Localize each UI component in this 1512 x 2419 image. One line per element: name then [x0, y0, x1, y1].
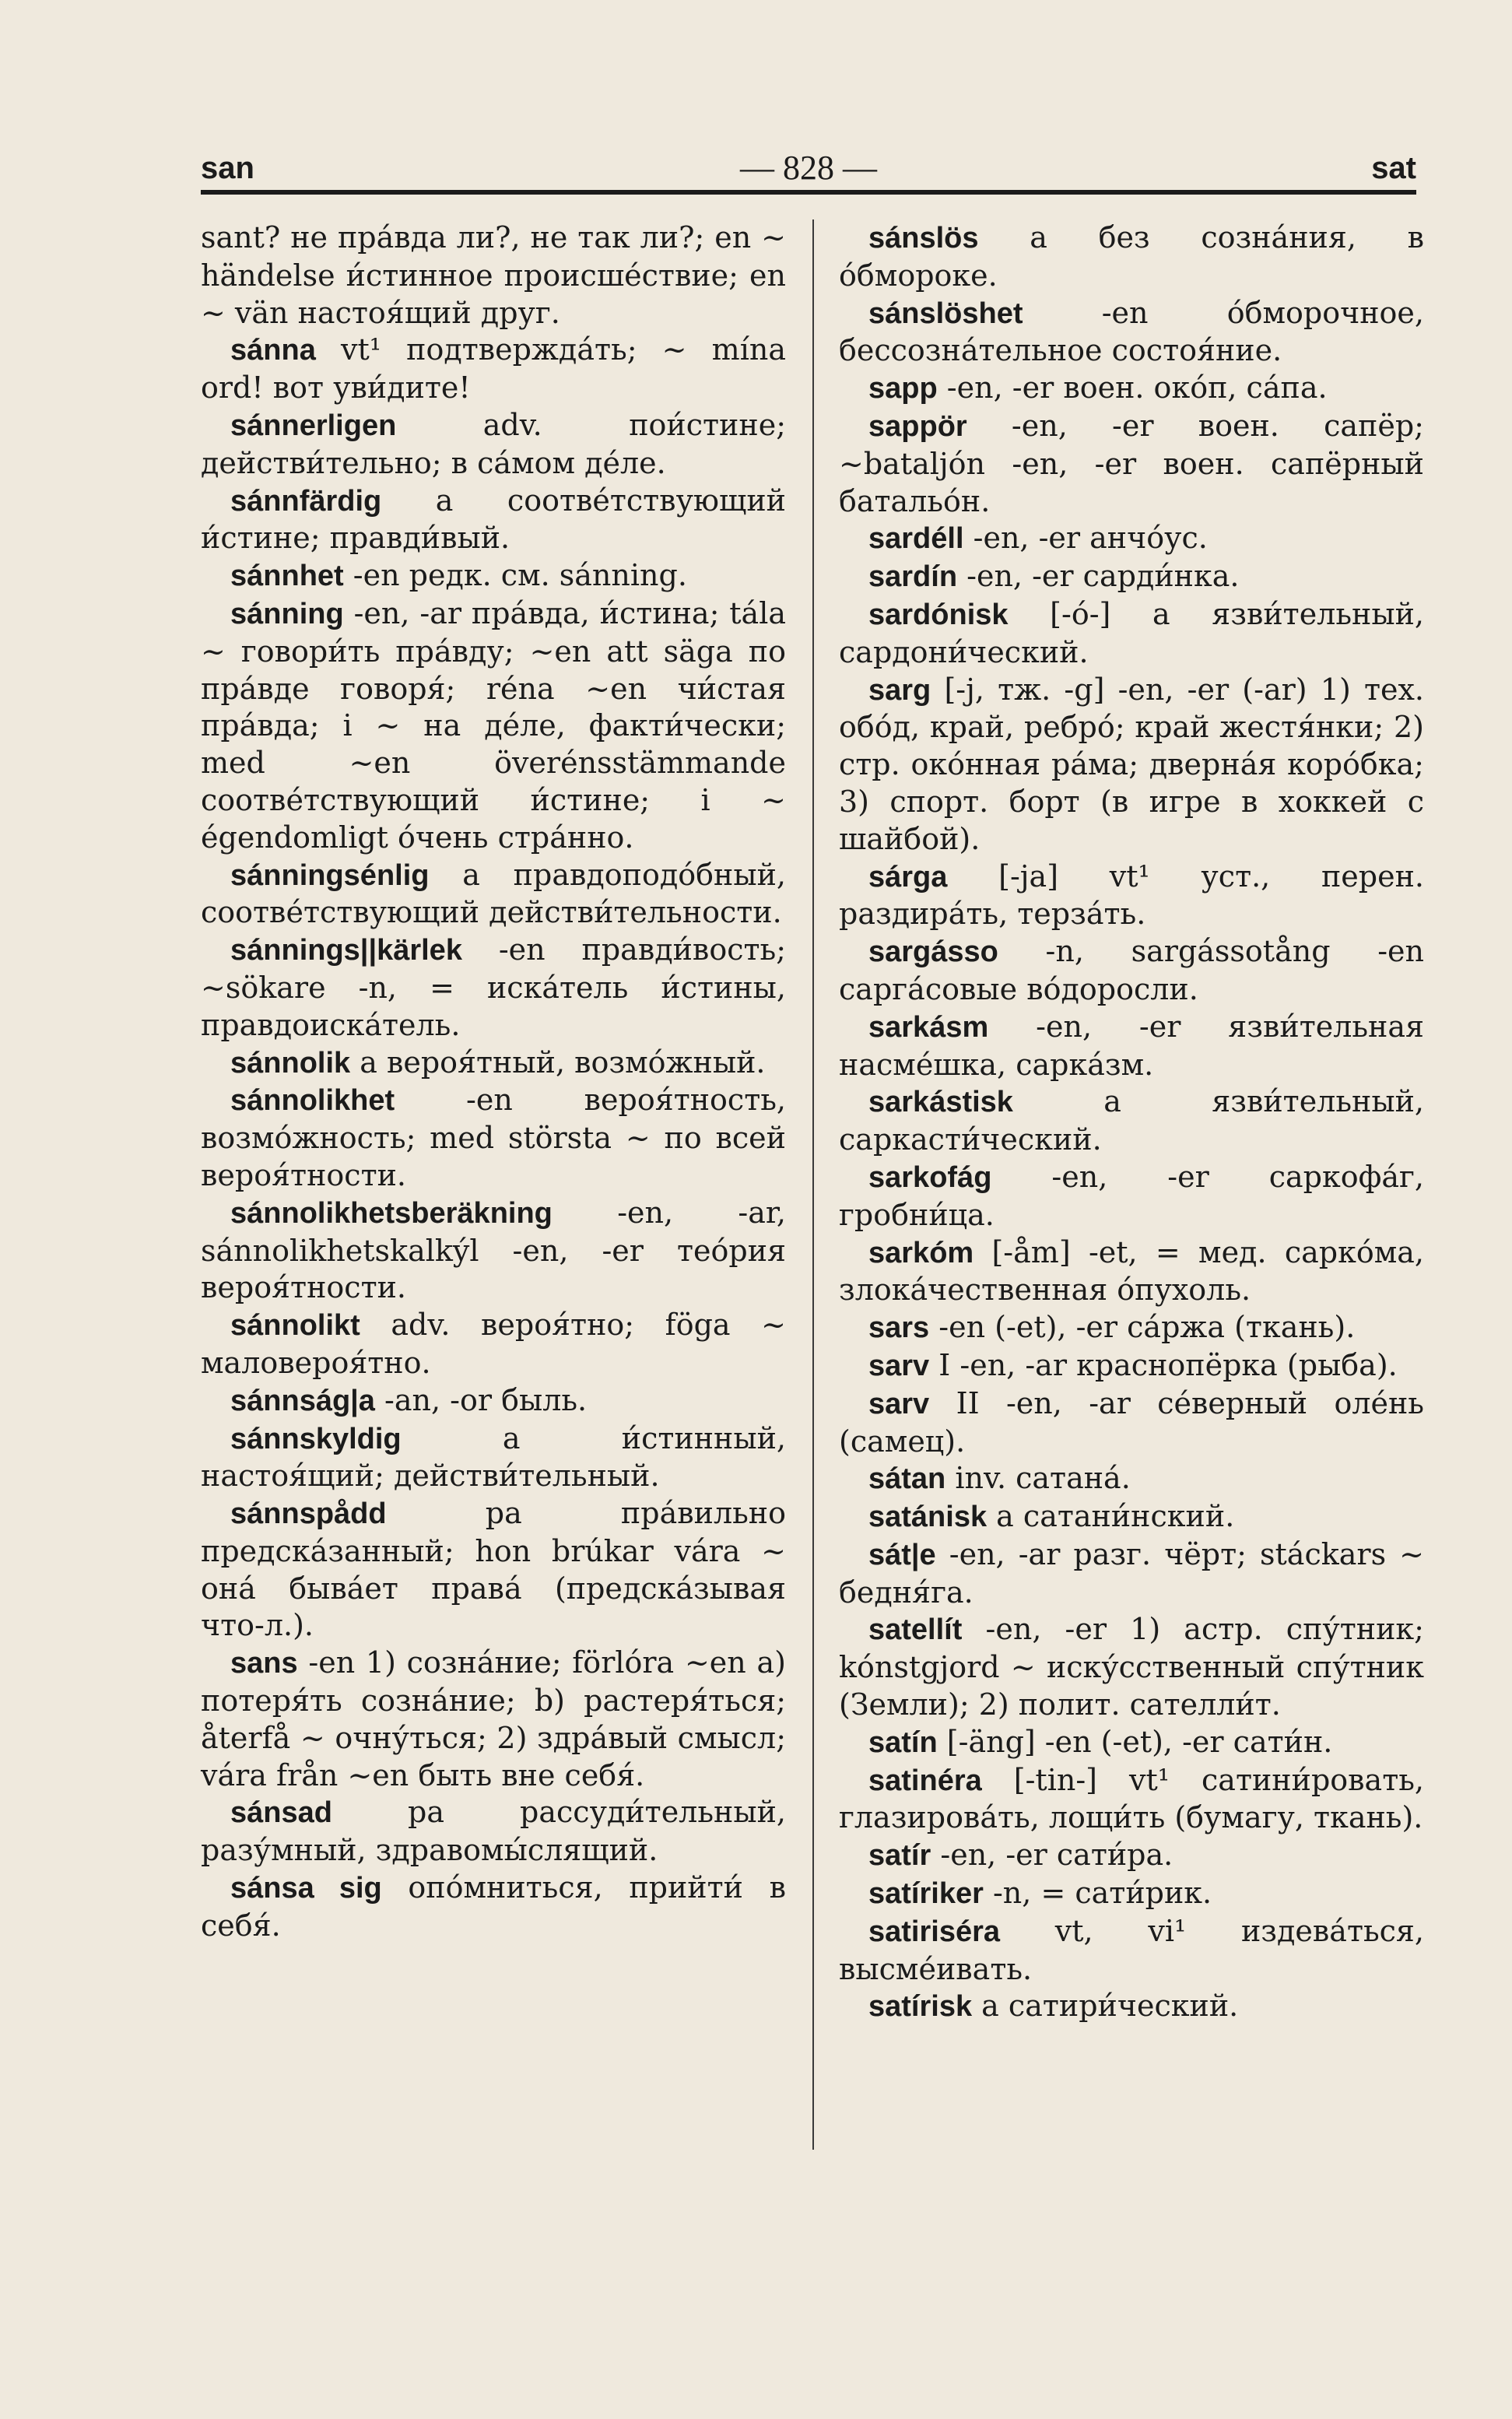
dictionary-entry: [839, 1762, 1424, 1838]
definition: -en правди́вость; ~sökare -n, = иска́тель и́стины, правдоиска́тель.: [201, 932, 786, 1042]
header-rule: [201, 190, 1416, 195]
definition: sant? не пра́вда ли?, не так ли?; en ~ händelse и́стинное происше́ствие; en ~ vän настоя́щий друг.: [201, 220, 786, 330]
dictionary-entry: [839, 596, 1424, 672]
dictionary-entry: [839, 1498, 1424, 1536]
definition: -en, -er саркофа́г, гробни́ца.: [839, 1159, 1424, 1232]
dictionary-entry: [839, 1875, 1424, 1913]
definition: [-ó-] a язви́тельный, сардони́ческий.: [839, 596, 1424, 669]
definition: inv. сатана́.: [945, 1461, 1131, 1496]
definition: опо́мниться, прийти́ в себя́.: [201, 1870, 786, 1943]
headword: sánnság|a: [230, 1384, 375, 1417]
definition: -en 1) созна́ние; förlóra ~en a) потеря́ть созна́ние; b) растеря́ться; återfå ~ очну́ться; 2) здра́вый смысл; vára från ~en быть вне себя́.: [201, 1645, 786, 1792]
definition: -en, -ar пра́вда, и́стина; tála ~ говори́ть пра́вду; ~en att säga по пра́вде говоря́; réna ~en чи́стая пра́вда; i ~ на де́ле, факти́чески; med ~en överénsstämmande соотве́тствующий и́стине; i ~ égendomligt о́чень стра́нно.: [201, 595, 786, 855]
definition: [-j, тж. -g] -en, -er (-ar) 1) тех. обо́д, край, ребро́; край жестя́нки; 2) стр. око́нная ра́ма; дверна́я коро́бка; 3) спорт. борт (в игре в хоккей с шайбой).: [839, 672, 1424, 856]
dictionary-entry: [201, 483, 786, 558]
definition: vt¹ подтвержда́ть; ~ mína ord! вот уви́дите!: [201, 332, 786, 406]
dictionary-entry: [839, 558, 1424, 596]
dictionary-entry: [201, 1307, 786, 1382]
dictionary-entry: [839, 1536, 1424, 1612]
definition: [-äng] -en (-et), -er сати́н.: [937, 1724, 1333, 1759]
definition: a и́стинный, настоя́щий; действи́тельный.: [201, 1420, 786, 1494]
headword: sát|e: [868, 1538, 936, 1571]
dictionary-entry: [201, 407, 786, 483]
headword: satánisk: [868, 1501, 988, 1534]
definition: [-åm] -et, = мед. сарко́ма, злока́чественная о́пухоль.: [839, 1234, 1424, 1308]
headword: sarkástisk: [868, 1086, 1013, 1119]
headword: sánningsénlig: [230, 858, 430, 892]
dictionary-entry: [839, 295, 1424, 370]
dictionary-entry: [839, 1611, 1424, 1723]
definition: I -en, -ar краснопёрка (рыба).: [929, 1347, 1398, 1382]
headword: sarg: [868, 673, 931, 707]
headword: sánslöshet: [868, 297, 1023, 330]
dictionary-entry: [201, 1044, 786, 1083]
headword: sappör: [868, 409, 967, 443]
headword: sánnerligen: [230, 409, 397, 442]
definition: adv. пои́стине; действи́тельно; в са́мом де́ле.: [201, 407, 786, 480]
headword: sarkásm: [868, 1010, 989, 1044]
headword: sans: [230, 1647, 298, 1680]
dictionary-entry: [839, 219, 1424, 295]
dictionary-entry: [839, 1385, 1424, 1461]
headword: satíriker: [868, 1877, 984, 1911]
definition: -en редк. см. sánning.: [343, 558, 687, 593]
headword: satiriséra: [868, 1915, 1001, 1948]
headword: sargásso: [868, 936, 998, 969]
definition: -en вероя́тность, возмо́жность; med största ~ по всей вероя́тности.: [201, 1083, 786, 1192]
dictionary-entry: [839, 370, 1424, 408]
definition: a соотве́тствующий и́стине; правди́вый.: [201, 483, 786, 556]
page-number: — 828 —: [740, 149, 877, 187]
dictionary-entry: [839, 1837, 1424, 1875]
definition: a сатири́ческий.: [972, 1989, 1239, 2024]
dictionary-entry: [201, 1870, 786, 1945]
definition: -en (-et), -er са́ржа (ткань).: [929, 1310, 1356, 1345]
dictionary-entry: [839, 1234, 1424, 1310]
dictionary-entry: [839, 933, 1424, 1009]
headword: satinéra: [868, 1764, 982, 1797]
dictionary-entry: [201, 1082, 786, 1194]
dictionary-entry: [201, 219, 786, 332]
definition: -en, -ar разг. чёрт; stáckars ~ бедня́га.: [839, 1536, 1424, 1610]
headword: satín: [868, 1726, 938, 1759]
definition: pa пра́вильно предска́занный; hon brúkar vára ~ она́ быва́ет права́ (предска́зывая что-л.).: [201, 1496, 786, 1643]
definition: -en, -er воен. сапёр; ~bataljón -en, -er воен. сапёрный батальо́н.: [839, 408, 1424, 518]
definition: a правдоподо́бный, соотве́тствующий действи́тельности.: [201, 857, 786, 930]
dictionary-entry: [839, 672, 1424, 858]
dictionary-entry: [201, 1794, 786, 1870]
dictionary-entry: [201, 1420, 786, 1496]
headword: sardónisk: [868, 598, 1009, 631]
dictionary-entry: [839, 408, 1424, 520]
definition: [-ja] vt¹ уст., перен. раздира́ть, терза́ть.: [839, 858, 1424, 932]
definition: -n, sargássotång -en сарга́совые во́доросли.: [839, 934, 1424, 1006]
page-header: [201, 145, 1416, 191]
headword: sánnfärdig: [230, 484, 382, 518]
definition: -en, -er воен. око́п, са́па.: [937, 370, 1328, 406]
definition: -n, = сати́рик.: [983, 1876, 1212, 1911]
right-column: [839, 219, 1424, 2026]
dictionary-entry: [839, 1988, 1424, 2026]
headword: sánnings||kärlek: [230, 934, 462, 967]
headword: satírisk: [868, 1990, 973, 2024]
definition: a без созна́ния, в о́бмороке.: [839, 220, 1424, 293]
left-guide-word: san: [201, 151, 254, 185]
headword: sánnolik: [230, 1046, 351, 1080]
headword: satellít: [868, 1613, 963, 1647]
dictionary-entry: [839, 1347, 1424, 1385]
definition: II -en, -ar се́верный оле́нь (самец).: [839, 1385, 1424, 1459]
headword: sarv: [868, 1349, 930, 1382]
headword: sardín: [868, 560, 958, 594]
dictionary-entry: [839, 1083, 1424, 1159]
dictionary-entry: [839, 1724, 1424, 1762]
headword: sárga: [868, 860, 948, 894]
definition: a сатани́нский.: [987, 1499, 1235, 1534]
headword: sánsa sig: [230, 1872, 382, 1905]
definition: -en, -er 1) астр. спу́тник; kónstgjord ~ иску́сственный спу́тник (Земли); 2) полит. сателли́т.: [839, 1612, 1424, 1722]
definition: adv. вероя́тно; föga ~ маловероя́тно.: [201, 1308, 786, 1380]
dictionary-entry: [201, 1195, 786, 1307]
headword: sátan: [868, 1462, 946, 1496]
headword: sarkofág: [868, 1160, 992, 1194]
headword: sánsad: [230, 1796, 332, 1830]
dictionary-entry: [201, 557, 786, 595]
definition: [-tin-] vt¹ сатини́ровать, глазирова́ть, лощи́ть (бумагу, ткань).: [839, 1762, 1424, 1835]
dictionary-entry: [201, 857, 786, 932]
dictionary-entry: [201, 1645, 786, 1794]
headword: sánning: [230, 597, 344, 630]
definition: -en о́бморочное, бессозна́тельное состоя́ние.: [839, 295, 1424, 368]
headword: sánslös: [868, 222, 979, 255]
definition: -en, -er анчо́ус.: [963, 521, 1208, 556]
headword: sánnolikhetsberäkning: [230, 1196, 553, 1230]
headword: sapp: [868, 372, 938, 406]
dictionary-entry: [201, 1495, 786, 1645]
dictionary-entry: [201, 595, 786, 857]
headword: sánnskyldig: [230, 1422, 402, 1455]
dictionary-entry: [839, 1913, 1424, 1989]
dictionary-entry: [839, 520, 1424, 558]
column-divider: [812, 219, 814, 2150]
definition: -en, -er сати́ра.: [931, 1838, 1173, 1873]
definition: vt, vi¹ издева́ться, высме́ивать.: [839, 1913, 1424, 1986]
dictionary-entry: [839, 1159, 1424, 1234]
dictionary-entry: [839, 1309, 1424, 1347]
right-guide-word: sat: [1371, 151, 1416, 185]
definition: -en, -er язви́тельная насме́шка, сарка́зм.: [839, 1009, 1424, 1082]
headword: sarkóm: [868, 1236, 974, 1269]
definition: pa рассуди́тельный, разу́мный, здравомы́слящий.: [201, 1795, 786, 1868]
dictionary-entry: [201, 932, 786, 1044]
headword: sánnolikt: [230, 1309, 360, 1343]
left-column: [201, 219, 786, 1945]
headword: satír: [868, 1839, 931, 1873]
headword: sánna: [230, 334, 316, 367]
definition: a вероя́тный, возмо́жный.: [350, 1044, 766, 1080]
headword: sarv: [868, 1387, 930, 1420]
headword: sánnhet: [230, 560, 344, 593]
dictionary-entry: [839, 1009, 1424, 1084]
definition: -an, -or быль.: [374, 1382, 588, 1417]
dictionary-entry: [201, 332, 786, 407]
headword: sánnolikhet: [230, 1084, 395, 1118]
definition: a язви́тельный, саркасти́ческий.: [839, 1084, 1424, 1157]
headword: sars: [868, 1311, 930, 1345]
dictionary-entry: [839, 858, 1424, 934]
dictionary-entry: [201, 1382, 786, 1420]
headword: sardéll: [868, 522, 964, 556]
dictionary-entry: [839, 1460, 1424, 1498]
headword: sánnspådd: [230, 1497, 387, 1531]
definition: -en, -ar, sánnolikhetskalkýl -en, -er тео́рия вероя́тности.: [201, 1195, 786, 1305]
definition: -en, -er сарди́нка.: [957, 559, 1240, 594]
